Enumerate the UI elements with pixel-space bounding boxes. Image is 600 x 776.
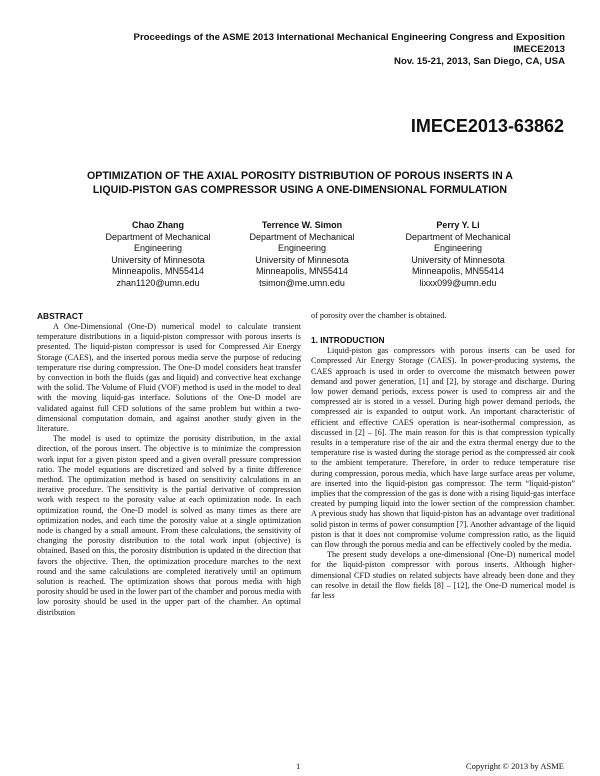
abstract-paragraph-1: A One-Dimensional (One-D) numerical model to calculate transient temperature distributions in a liquid-piston compressor with porous inserts is presented. The liquid-piston compressor is used for Compressed Air Energy Storage (CAES), and the inserted porous media serve the purpose of reducing temperature rise during compression. The One-D model considers heat transfer by convection in both the fluids (gas and liquid) and convective heat exchange with the solid. The Volume of Fluid (VOF) method is used in the model to deal with the moving liquid-gas interface. Solutions of the One-D model are validated against full CFD solutions of the same problem but within a two-dimensional computation domain, and against another study given in the literature. xyxy=(37,322,301,434)
author-dept-2: Engineering xyxy=(433,243,483,254)
author-name: Chao Zhang xyxy=(132,220,184,230)
introduction-heading: 1. INTRODUCTION xyxy=(311,335,385,346)
title-line-2: LIQUID-PISTON GAS COMPRESSOR USING A ONE-DIMENSIONAL FORMULATION xyxy=(92,183,508,196)
page-number: 1 xyxy=(296,761,301,771)
abstract-heading: ABSTRACT xyxy=(37,311,84,321)
author-dept-2: Engineering xyxy=(277,243,327,254)
author-dept: Department of Mechanical xyxy=(105,231,211,242)
author-block xyxy=(222,220,382,290)
author-dept-2: Engineering xyxy=(133,243,183,254)
conference-dates: Nov. 15-21, 2013, San Diego, CA, USA xyxy=(394,56,565,68)
left-column xyxy=(37,311,301,618)
copyright-notice: Copyright © 2013 by ASME xyxy=(465,761,564,771)
proceedings-title: Proceedings of the ASME 2013 International Mechanical Engineering Congress and Exposition xyxy=(133,32,565,43)
title-line-1: OPTIMIZATION OF THE AXIAL POROSITY DISTRIBUTION OF POROUS INSERTS IN A xyxy=(87,170,513,182)
paper-id: IMECE2013-63862 xyxy=(410,116,564,136)
author-city: Minneapolis, MN55414 xyxy=(255,266,349,277)
conference-code: IMECE2013 xyxy=(513,44,565,56)
author-university: University of Minnesota xyxy=(255,254,349,265)
author-university: University of Minnesota xyxy=(111,254,205,265)
author-name: Terrence W. Simon xyxy=(261,220,343,230)
abstract-paragraph-2-continued: of porosity over the chamber is obtained. xyxy=(311,311,447,320)
abstract-paragraph-2: The model is used to optimize the porosity distribution, in the axial direction, of the porous insert. The objective is to minimize the compression work input for a given piston speed and a given overall pressure compression ratio. The model equations are discretized and solved by a finite difference method. The optimization method is based on sensitivity calculations in an iterative procedure. The sensitivity is the partial derivative of compression work with respect to the porosity value at each optimization node. In each optimization round, the One-D model is solved as many times as there are optimization nodes, and each time the porosity value at a single optimization node is changed by a small amount. From these calculations, the sensitivity of changing the porosity distribution to the total work input (objective) is obtained. Based on this, the porosity distribution is updated in the direction that favors the objective. Then, the optimization procedure marches to the next round and the same calculations are completed iteratively until an optimum solution is reached. The optimization shows that porous media with high porosity should be used in the lower part of the chamber and porous media with low porosity should be used in the upper part of the chamber. An optimal distribution xyxy=(37,434,301,617)
author-email: tsimon@me.umn.edu xyxy=(259,277,345,288)
author-email: zhan1120@umn.edu xyxy=(116,277,200,288)
author-city: Minneapolis, MN55414 xyxy=(411,266,505,277)
author-block xyxy=(378,220,538,290)
introduction-paragraph-1: Liquid-piston gas compressors with porous inserts can be used for Compressed Air Energy Storage (CAES). In power-producing systems, the CAES approach is used in order to overcome the mismatch between power demand and power generation, [1] and [2], by storage and discharge. During low power demand periods, excess power is used to compress air and the compressed air is stored in a vessel. During high power demand periods, the compressed air is expanded to output work. An important characteristic of efficient and effective CAES operation is near-isothermal compression, as discussed in [2] – [6]. The main reason for this is that compression typically results in a temperature rise of the air and the extra thermal energy due to the temperature rise is wasted during the storage period as the compressed air cook to the ambient temperature. Therefore, in order to reduce temperature rise during compression, porous media, which have large surface areas per volume, are inserted into the liquid-piston gas compressor. The term “liquid-piston” implies that the compression of the gas is done with a rising liquid-gas interface created by pumping liquid into the lower section of the compression chamber. A previous study has shown that liquid-piston has an advantage over traditional solid piston in terms of power consumption [7]. Another advantage of the liquid piston is that it does not compromise volume compression ratio, as the liquid can flow through the porous media and can be effectively cooled by the media. xyxy=(311,346,575,550)
author-email: lixxx099@umn.edu xyxy=(419,277,497,288)
author-dept: Department of Mechanical xyxy=(405,231,511,242)
author-university: University of Minnesota xyxy=(411,254,505,265)
paper-title xyxy=(30,170,570,197)
author-name: Perry Y. Li xyxy=(436,220,480,230)
right-column xyxy=(311,311,575,601)
author-city: Minneapolis, MN55414 xyxy=(111,266,205,277)
introduction-paragraph-2: The present study develops a one-dimensional (One-D) numerical model for the liquid-piston compressor with porous inserts. Although higher-dimensional CFD studies on related subjects have already been done and they can resolve in detail the flow fields [8] – [12], the One-D numerical model is far less xyxy=(311,550,575,601)
author-dept: Department of Mechanical xyxy=(249,231,355,242)
proceedings-header xyxy=(134,32,565,69)
author-block xyxy=(78,220,238,290)
